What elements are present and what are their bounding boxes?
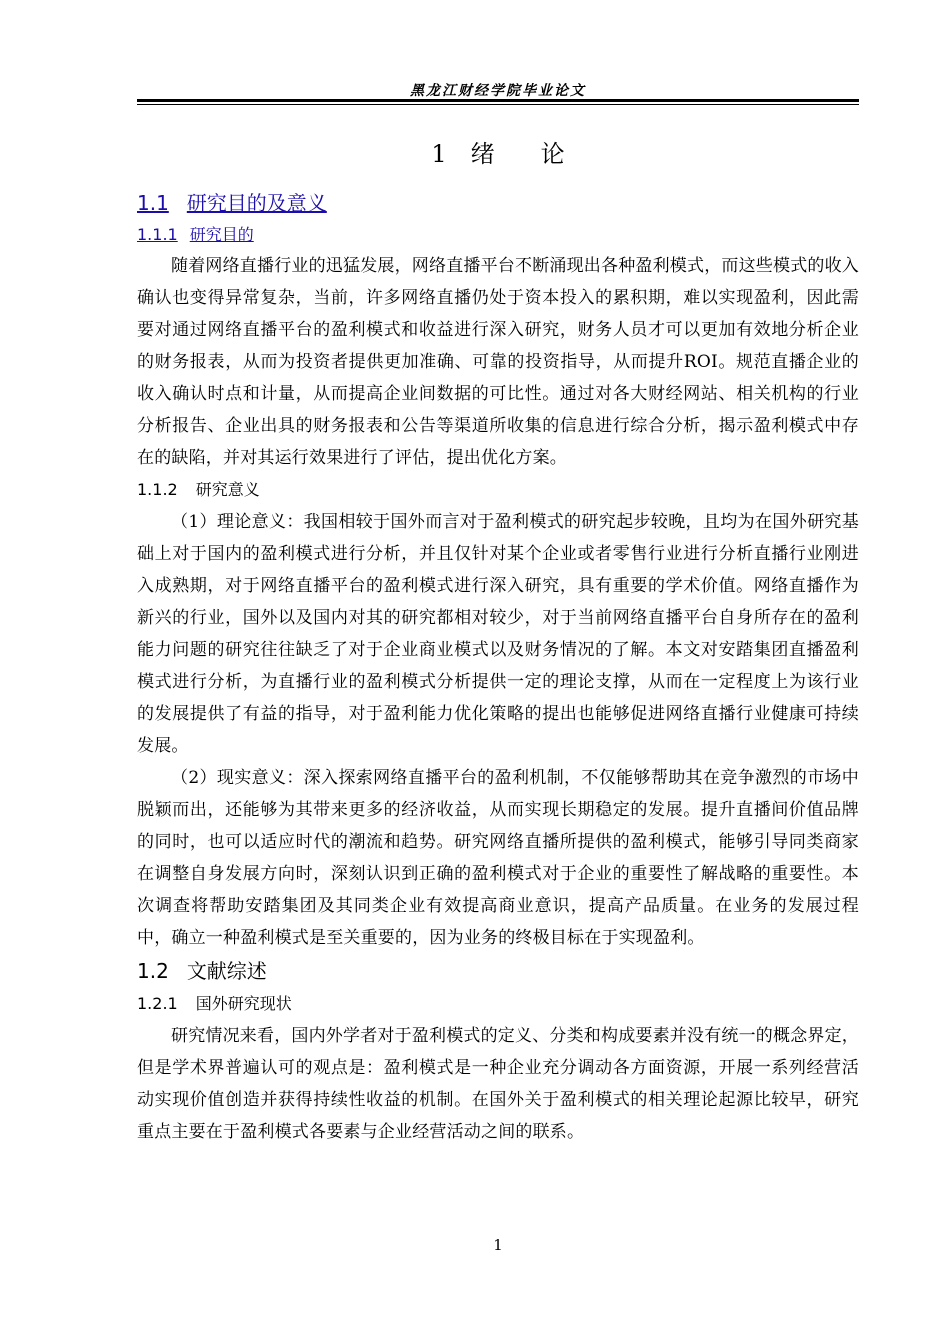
section-title: 文献综述 — [186, 959, 267, 983]
page-body — [137, 186, 859, 1148]
section-heading-1-2-1 — [137, 988, 859, 1020]
section-title: 研究意义 — [195, 480, 260, 499]
section-number: 1.2 — [137, 959, 169, 983]
section-title: 国外研究现状 — [195, 994, 292, 1013]
chapter-title — [137, 134, 859, 169]
section-heading-1-1-2 — [137, 474, 859, 506]
section-number: 1.1 — [137, 191, 169, 215]
header-rule-thin — [137, 104, 859, 105]
section-title: 研究目的及意义 — [186, 191, 327, 215]
paragraph-foreign-research: 研究情况来看，国内外学者对于盈利模式的定义、分类和构成要素并没有统一的概念界定，但是学术界普遍认可的观点是：盈利模式是一种企业充分调动各方面资源，开展一系列经营活动实现价值创造并获得持续性收益的机制。在国外关于盈利模式的相关理论起源比较早，研究重点主要在于盈利模式各要素与企业经营活动之间的联系。 — [137, 1026, 859, 1142]
chapter-title-char-1: 绪 — [470, 140, 495, 168]
header-rule-thick — [137, 99, 859, 102]
document-header: 黑龙江财经学院毕业论文 — [410, 83, 586, 99]
page-number: 1 — [493, 1236, 503, 1254]
chapter-title-char-2: 论 — [540, 140, 565, 168]
paragraph-research-purpose: 随着网络直播行业的迅猛发展，网络直播平台不断涌现出各种盈利模式，而这些模式的收入确认也变得异常复杂，当前，许多网络直播仍处于资本投入的累积期，难以实现盈利，因此需要对通过网络直播平台的盈利模式和收益进行深入研究，财务人员才可以更加有效地分析企业的财务报表，从而为投资者提供更加准确、可靠的投资指导，从而提升ROI。规范直播企业的收入确认时点和计量，从而提高企业间数据的可比性。通过对各大财经网站、相关机构的行业分析报告、企业出具的财务报表和公告等渠道所收集的信息进行综合分析，揭示盈利模式中存在的缺陷，并对其运行效果进行了评估，提出优化方案。 — [137, 256, 859, 468]
paragraph-theoretical-significance: （1）理论意义：我国相较于国外而言对于盈利模式的研究起步较晚，且均为在国外研究基础上对于国内的盈利模式进行分析，并且仅针对某个企业或者零售行业进行分析直播行业刚进入成熟期，对于网络直播平台的盈利模式进行深入研究，具有重要的学术价值。网络直播作为新兴的行业，国外以及国内对其的研究都相对较少，对于当前网络直播平台自身所存在的盈利能力问题的研究往往缺乏了对于企业商业模式以及财务情况的了解。本文对安踏集团直播盈利模式进行分析，为直播行业的盈利模式分析提供一定的理论支撑，从而在一定程度上为该行业的发展提供了有益的指导，对于盈利能力优化策略的提出也能够促进网络直播行业健康可持续发展。 — [137, 512, 859, 756]
section-title: 研究目的 — [189, 225, 254, 244]
section-heading-1-1[interactable] — [137, 186, 859, 220]
section-heading-1-2 — [137, 954, 859, 988]
section-number: 1.1.2 — [137, 480, 178, 499]
chapter-number: 1 — [431, 140, 447, 168]
section-number: 1.2.1 — [137, 994, 178, 1013]
section-number: 1.1.1 — [137, 225, 178, 244]
paragraph-practical-significance: （2）现实意义：深入探索网络直播平台的盈利机制，不仅能够帮助其在竞争激烈的市场中脱颖而出，还能够为其带来更多的经济收益，从而实现长期稳定的发展。提升直播间价值品牌的同时，也可以适应时代的潮流和趋势。研究网络直播所提供的盈利模式，能够引导同类商家在调整自身发展方向时，深刻认识到正确的盈利模式对于企业的重要性了解战略的重要性。本次调查将帮助安踏集团及其同类企业有效提高商业意识，提高产品质量。在业务的发展过程中，确立一种盈利模式是至关重要的，因为业务的终极目标在于实现盈利。 — [137, 768, 859, 948]
section-heading-1-1-1[interactable] — [137, 220, 859, 250]
